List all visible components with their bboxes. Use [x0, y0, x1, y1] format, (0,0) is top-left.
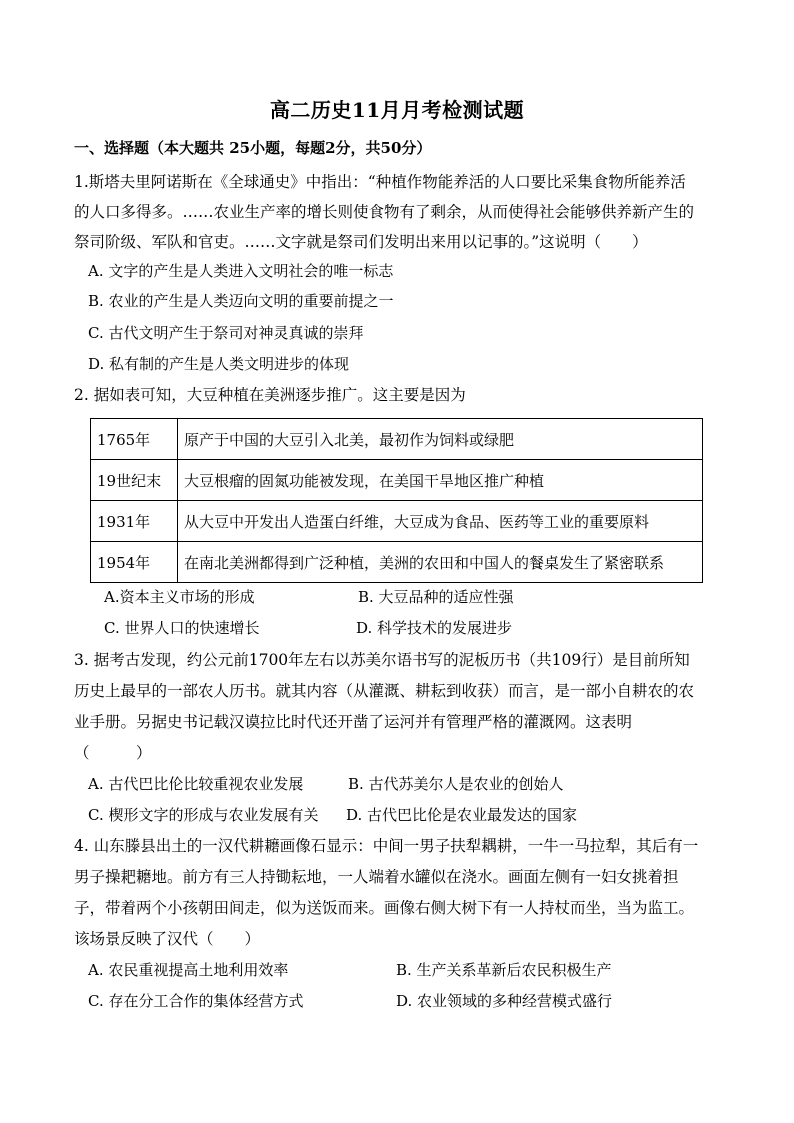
- question-4-option-c: C. 存在分工合作的集体经营方式: [88, 992, 304, 1010]
- table-cell-year: 1765年: [91, 419, 178, 460]
- question-line: 男子操耙耱地。前方有三人持锄耘地，一人端着水罐似在浇水。画面左侧有一妇女挑着担: [74, 868, 679, 886]
- table-row: [91, 501, 703, 542]
- question-1-option-c: C. 古代文明产生于祭司对神灵真诚的崇拜: [88, 324, 364, 342]
- question-2-option-d: D. 科学技术的发展进步: [356, 619, 513, 637]
- question-1-option-b: B. 农业的产生是人类迈向文明的重要前提之一: [88, 292, 394, 310]
- question-line: 子，带着两个小孩朝田间走，似为送饭而来。画像右侧大树下有一人持杖而坐，当为监工。: [74, 899, 695, 917]
- table-cell-event: 大豆根瘤的固氮功能被发现，在美国干旱地区推广种植: [178, 460, 703, 501]
- table-row: [91, 419, 703, 460]
- table-row: [91, 460, 703, 501]
- table-cell-event: 原产于中国的大豆引入北美，最初作为饲料或绿肥: [178, 419, 703, 460]
- question-3-option-a: A. 古代巴比伦比较重视农业发展: [88, 775, 304, 793]
- question-line: 1.斯塔夫里阿诺斯在《全球通史》中指出：“种植作物能养活的人口要比采集食物所能养活: [74, 173, 686, 191]
- soybean-table: [90, 418, 703, 583]
- question-3-stem: [74, 645, 724, 769]
- table-cell-year: 19世纪末: [91, 460, 178, 501]
- question-line: 该场景反映了汉代（ ）: [74, 930, 261, 948]
- table-cell-year: 1954年: [91, 542, 178, 583]
- question-1-option-d: D. 私有制的产生是人类文明进步的体现: [88, 355, 350, 373]
- question-4-option-a: A. 农民重视提高土地利用效率: [88, 961, 289, 979]
- question-line: 业手册。另据史书记载汉谟拉比时代还开凿了运河并有管理严格的灌溉网。这表明: [74, 713, 633, 731]
- table-row: [91, 542, 703, 583]
- question-2-option-c: C. 世界人口的快速增长: [104, 619, 260, 637]
- table-cell-event: 在南北美洲都得到广泛种植，美洲的农田和中国人的餐桌发生了紧密联系: [178, 542, 703, 583]
- page-title: 高二历史11月月考检测试题: [269, 98, 525, 122]
- question-3-option-d: D. 古代巴比伦是农业最发达的国家: [346, 806, 578, 824]
- question-line: 4. 山东滕县出土的一汉代耕耱画像石显示：中间一男子扶犁耦耕，一牛一马拉犁，其后有一: [74, 837, 699, 855]
- section-heading: 一、选择题（本大题共 25小题，每题2分，共50分）: [74, 139, 432, 157]
- question-line: 祭司阶级、军队和官吏。……文字就是祭司们发明出来用以记事的。”这说明（ ）: [74, 233, 648, 251]
- question-4-stem: [74, 831, 724, 955]
- question-2-stem: [74, 380, 724, 410]
- question-line: 的人口多得多。……农业生产率的增长则使食物有了剩余，从而使得社会能够供养新产生的: [74, 203, 695, 221]
- question-1-option-a: A. 文字的产生是人类进入文明社会的唯一标志: [88, 262, 394, 280]
- table-cell-event: 从大豆中开发出人造蛋白纤维，大豆成为食品、医药等工业的重要原料: [178, 501, 703, 542]
- question-1-stem: [74, 167, 724, 257]
- question-4-option-d: D. 农业领域的多种经营模式盛行: [396, 992, 613, 1010]
- question-3-option-c: C. 楔形文字的形成与农业发展有关: [88, 806, 319, 824]
- question-line: 历史上最早的一部农人历书。就其内容（从灌溉、耕耘到收获）而言，是一部小自耕农的农: [74, 682, 695, 700]
- question-4-option-b: B. 生产关系革新后农民积极生产: [396, 961, 612, 979]
- table-cell-year: 1931年: [91, 501, 178, 542]
- question-line: 3. 据考古发现，约公元前1700年左右以苏美尔语书写的泥板历书（共109行）是目前所知: [74, 651, 690, 669]
- question-2-option-a: A.资本主义市场的形成: [104, 588, 255, 606]
- question-3-option-b: B. 古代苏美尔人是农业的创始人: [348, 775, 564, 793]
- question-2-option-b: B. 大豆品种的适应性强: [358, 588, 514, 606]
- question-line: 2. 据如表可知，大豆种植在美洲逐步推广。这主要是因为: [74, 386, 466, 404]
- question-line: （ ）: [74, 744, 152, 762]
